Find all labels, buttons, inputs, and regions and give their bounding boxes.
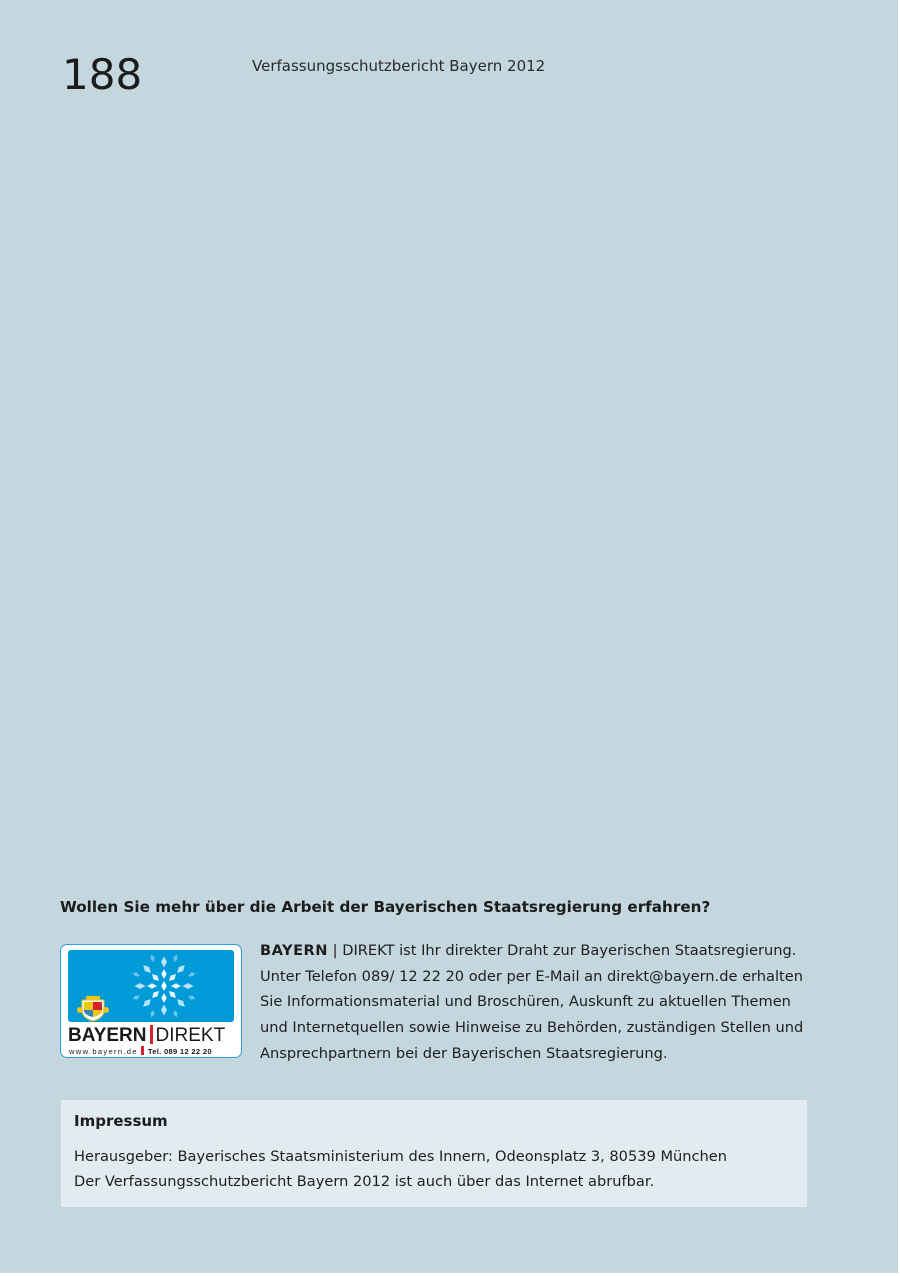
page-number: 188 xyxy=(62,50,143,99)
star-diamond xyxy=(183,983,194,989)
star-diamond xyxy=(147,983,157,989)
star-diamond xyxy=(141,963,153,975)
star-diamond xyxy=(167,972,178,983)
star-diamond xyxy=(171,983,181,989)
star-diamond xyxy=(150,972,161,983)
bavaria-coat-of-arms-icon xyxy=(77,996,109,1021)
logo-red-divider-small xyxy=(141,1046,144,1055)
running-head: Verfassungsschutzbericht Bayern 2012 xyxy=(252,57,546,75)
logo-tel: Tel. 089 12 22 20 xyxy=(147,1047,212,1056)
star-diamond xyxy=(141,997,153,1009)
promo-brand: BAYERN xyxy=(260,942,329,959)
star-diamond xyxy=(132,971,141,978)
star-diamond xyxy=(149,1009,156,1018)
star-diamond xyxy=(175,997,187,1009)
promo-question: Wollen Sie mehr über die Arbeit der Bayerischen Staatsregierung erfahren? xyxy=(60,898,711,916)
star-diamond xyxy=(167,989,178,1000)
star-diamond xyxy=(187,994,196,1001)
star-diamond xyxy=(161,969,167,979)
promo-line-0 xyxy=(260,938,820,964)
bayern-direkt-logo xyxy=(60,944,242,1058)
impressum-internet-note: Der Verfassungsschutzbericht Bayern 2012 ist auch über das Internet abrufbar. xyxy=(74,1173,655,1190)
star-diamond xyxy=(132,994,141,1001)
promo-brand-rest: | DIREKT ist Ihr direkter Draht zur Bayerischen Staatsregierung. xyxy=(328,942,797,959)
star-diamond xyxy=(161,981,167,991)
impressum-publisher: Herausgeber: Bayerisches Staatsministerium des Innern, Odeonsplatz 3, 80539 München xyxy=(74,1148,728,1165)
star-diamond xyxy=(175,963,187,975)
promo-line-3: und Internetquellen sowie Hinweise zu Behörden, zuständigen Stellen und xyxy=(260,1019,804,1037)
star-diamond xyxy=(161,993,167,1003)
diamond-star-icon xyxy=(68,950,234,1022)
star-diamond xyxy=(149,954,156,963)
logo-contact-line xyxy=(69,1046,237,1056)
logo-wordmark xyxy=(68,1025,236,1047)
star-diamond xyxy=(161,1005,167,1016)
logo-word-left: BAYERN xyxy=(68,1025,147,1046)
logo-word-right: DIREKT xyxy=(155,1025,226,1046)
promo-line-2: Sie Informationsmaterial und Broschüren, Auskunft zu aktuellen Themen xyxy=(260,993,791,1011)
star-diamond xyxy=(187,971,196,978)
star-diamond xyxy=(172,954,179,963)
impressum-title: Impressum xyxy=(74,1112,168,1130)
logo-url: www.bayern.de xyxy=(69,1047,138,1056)
star-diamond xyxy=(172,1009,179,1018)
promo-text xyxy=(260,938,820,1067)
star-diamond xyxy=(161,957,167,968)
star-diamond xyxy=(150,989,161,1000)
star-diamond xyxy=(135,983,146,989)
logo-red-divider xyxy=(150,1025,153,1044)
promo-line-4: Ansprechpartnern bei der Bayerischen Staatsregierung. xyxy=(260,1044,668,1062)
promo-line-1: Unter Telefon 089/ 12 22 20 oder per E-Mail an direkt@bayern.de erhalten xyxy=(260,967,803,985)
logo-blue-panel xyxy=(68,950,234,1022)
